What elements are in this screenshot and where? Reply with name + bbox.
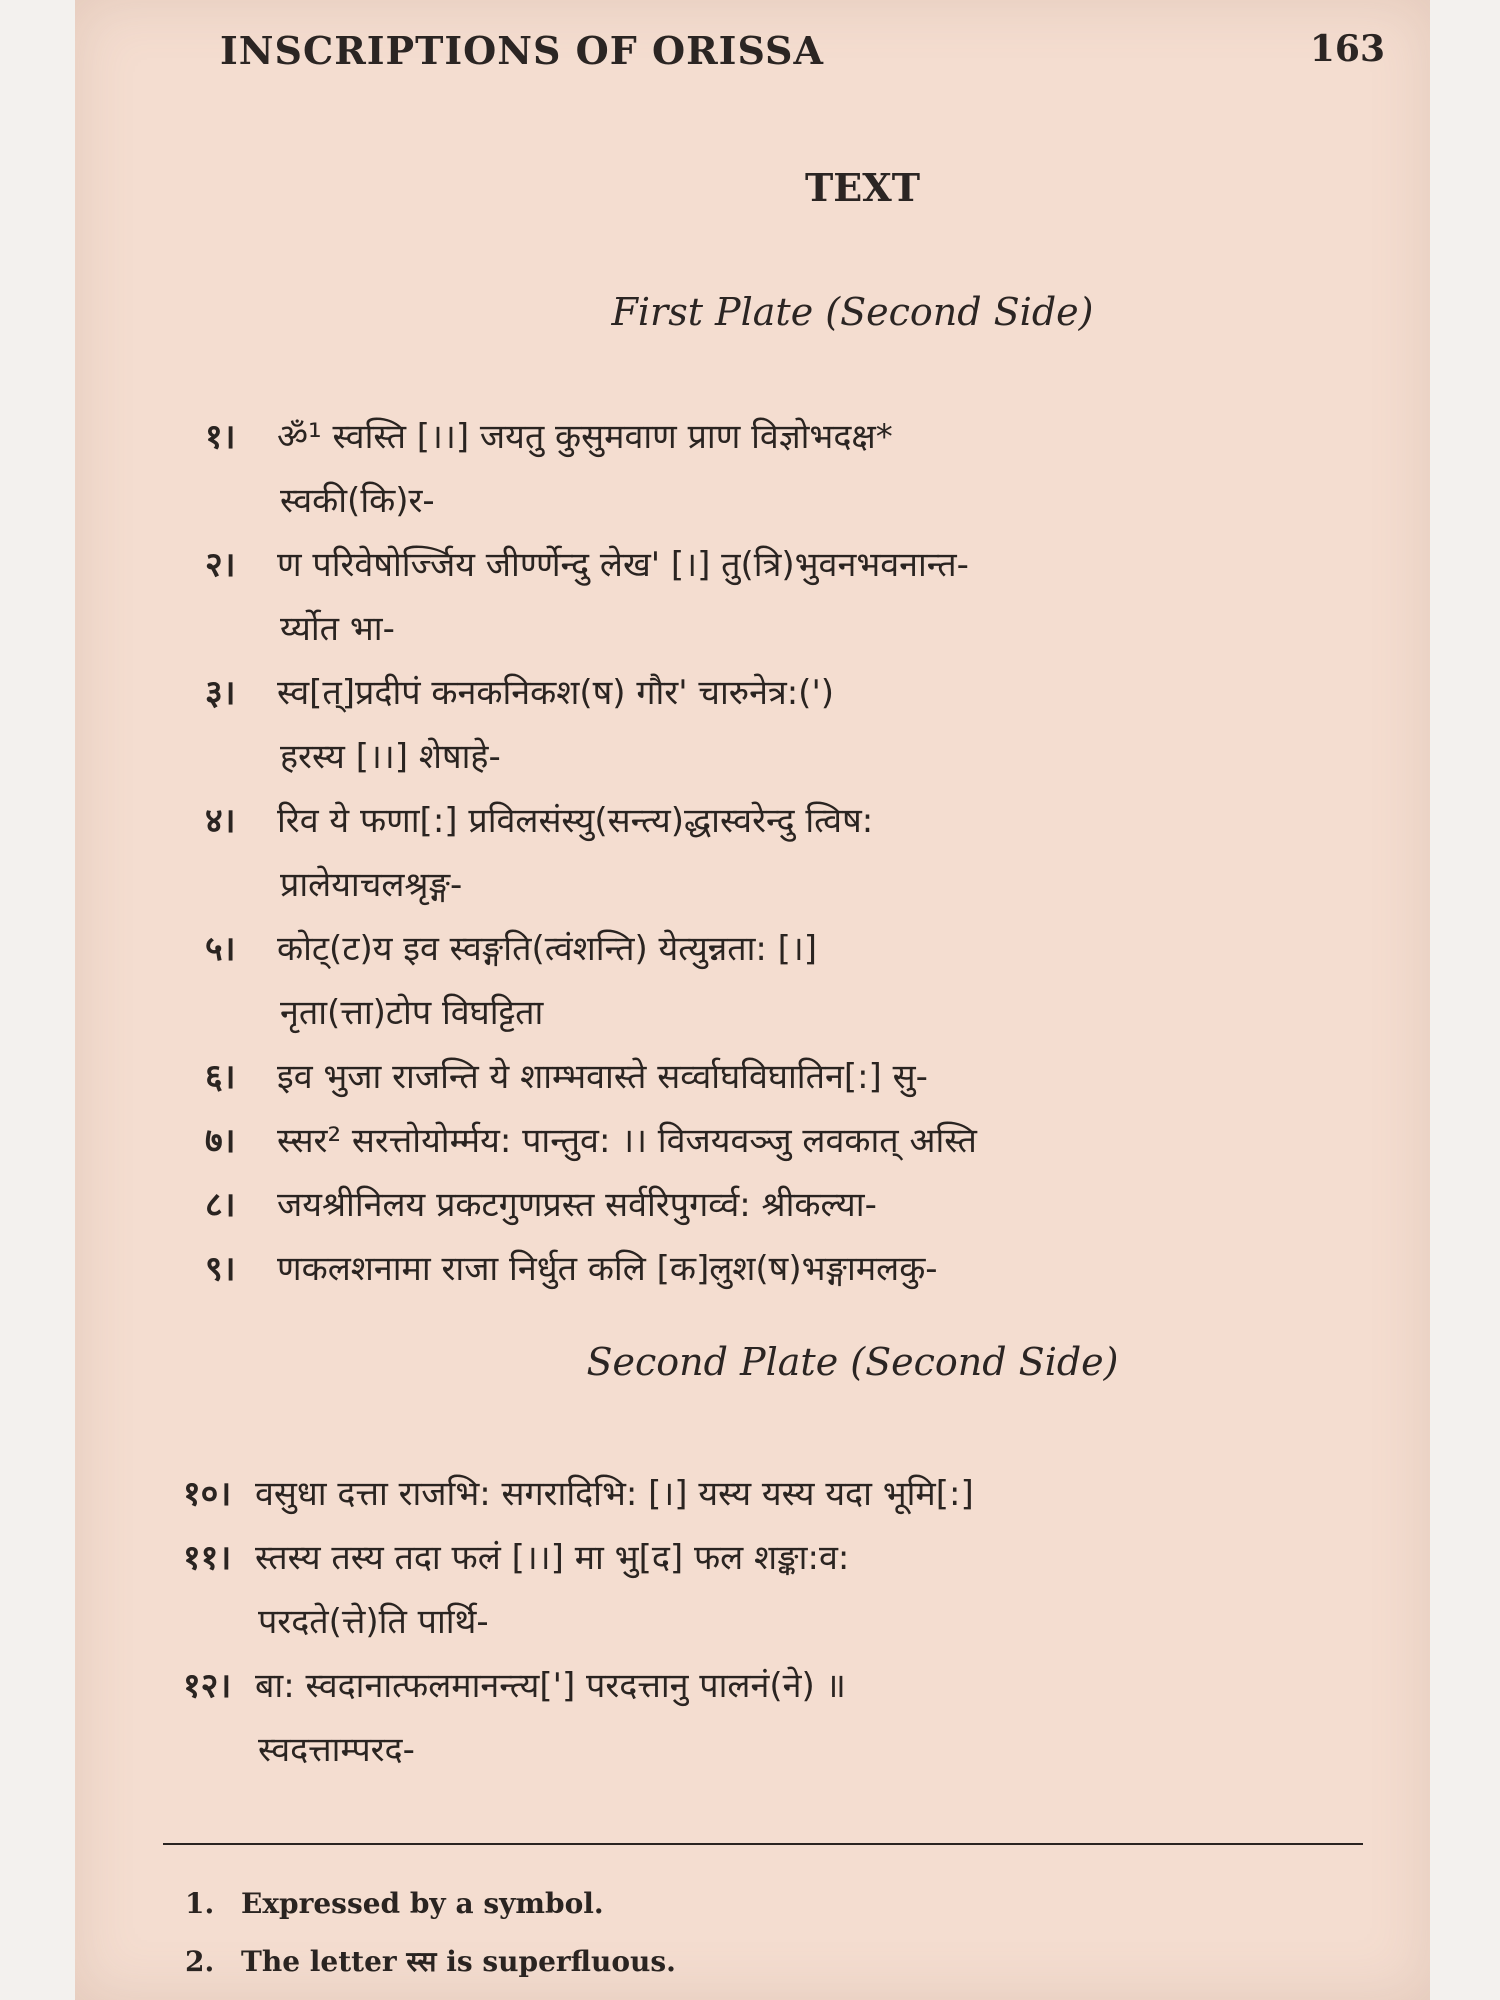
second-plate-heading: Second Plate (Second Side) bbox=[586, 1340, 1119, 1384]
footnote-divider bbox=[163, 1843, 1363, 1845]
footnote: 1. Expressed by a symbol. bbox=[185, 1887, 604, 1920]
second-plate-text bbox=[183, 1462, 1363, 1782]
verse-line: ९। णकलशनामा राजा निर्धुत कलि [क]लुश(ष)भङ्गामलकु- bbox=[205, 1249, 938, 1289]
verse-line: १२। बा: स्वदानात्फलमानन्त्य['] परदत्तानु पालनं(ने) ॥ स्वदत्ताम्परद- bbox=[183, 1666, 846, 1770]
verse-line: ५। कोट्(ट)य इव स्वङ्गति(त्वंशन्ति) येत्युन्नता: [।] नृता(त्ता)टोप विघट्टिता bbox=[205, 929, 818, 1033]
first-plate-heading: First Plate (Second Side) bbox=[611, 290, 1094, 334]
verse-line: ४। रिव ये फणा[:] प्रविलसंस्यु(सन्त्य)द्धास्वरेन्दु त्विष: प्रालेयाचलश्रृङ्ग- bbox=[205, 801, 874, 905]
running-head: INSCRIPTIONS OF ORISSA bbox=[220, 28, 824, 73]
footnotes bbox=[185, 1875, 1365, 1991]
verse-line: ६। इव भुजा राजन्ति ये शाम्भवास्ते सर्व्वाघविघातिन[:] सु- bbox=[205, 1057, 928, 1097]
verse-line: ७। स्सर² सरत्तोयोर्म्मय: पान्तुव: ।। विजयवञ्जु लवकात् अस्ति bbox=[205, 1121, 977, 1161]
verse-line: १०। वसुधा दत्ता राजभि: सगरादिभि: [।] यस्य यस्य यदा भूमि[:] bbox=[183, 1474, 974, 1514]
first-plate-text bbox=[205, 405, 1385, 1301]
verse-line: ८। जयश्रीनिलय प्रकटगुणप्रस्त सर्वरिपुगर्व्व: श्रीकल्या- bbox=[205, 1185, 877, 1225]
verse-line: २। ण परिवेषोर्ज्जिय जीर्ण्णेन्दु लेख' [।] तु(त्रि)भुवनभवनान्त- र्य्योत भा- bbox=[205, 545, 969, 649]
verse-line: ३। स्व[त्]प्रदीपं कनकनिकश(ष) गौर' चारुनेत्र:(') हरस्य [।।] शेषाहे- bbox=[205, 673, 835, 777]
footnote: 2. The letter स्स is superfluous. bbox=[185, 1945, 676, 1978]
book-page bbox=[75, 0, 1430, 2000]
section-title: TEXT bbox=[804, 165, 920, 210]
verse-line: ११। स्तस्य तस्य तदा फलं [।।] मा भु[द] फल शङ्का:व: परदते(त्ते)ति पार्थि- bbox=[183, 1538, 850, 1642]
verse-line: १। ॐ¹ स्वस्ति [।।] जयतु कुसुमवाण प्राण विज्ञोभदक्ष* स्वकी(कि)र- bbox=[205, 417, 893, 521]
page-number: 163 bbox=[1309, 28, 1385, 70]
